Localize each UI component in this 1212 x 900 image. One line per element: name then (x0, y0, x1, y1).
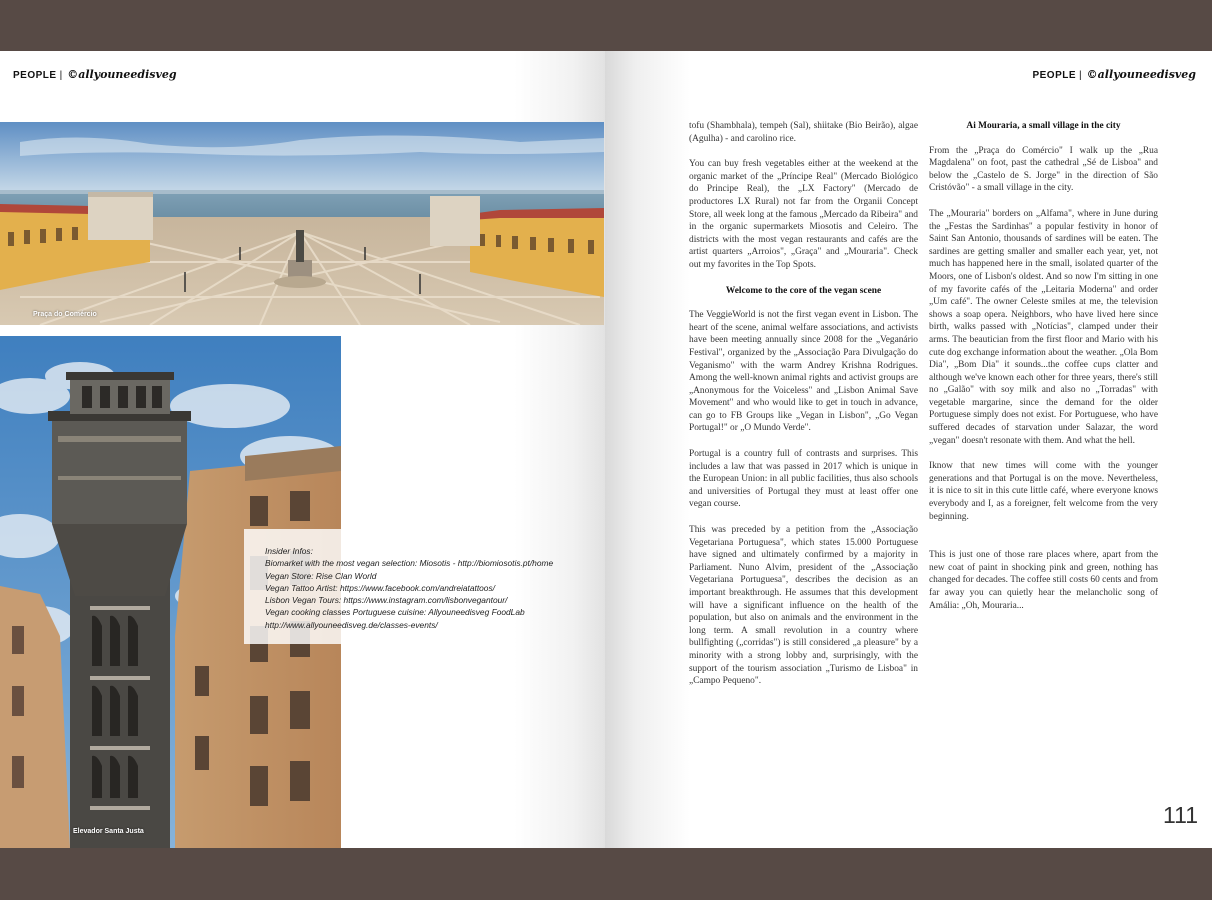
insider-infos-line: Vegan cooking classes Portuguese cuisine: Allyouneedisveg FoodLab (265, 607, 525, 618)
paragraph: This was preceded by a petition from the „Associação Vegetariana Portuguesa", which states 15.000 Portuguese have signed and ultimately confirmed by a majority in Parliament. Nuno Alvim, president of the „Associação Vegetariana Portuguesa", describes the decision as an important breakthrough. He assumes that this development will have a significant influence on the health of the population, but also on animals and the environment in the long term. A small revolution in a country where bullfighting („corridas") is still considered „a pleasure" by a minority with a strong lobby and, surprisingly, with the support of the tourism association „Turismo de Lisboa" in „Campo Pequeno". (689, 525, 918, 687)
photo-praca-do-comercio (0, 122, 604, 325)
running-head-separator: | (1079, 70, 1082, 81)
paragraph: Portugal is a country full of contrasts and surprises. This includes a law that was passed in 2017 which is unique in the European Union: in all public facilities, thus also schools and universities of Portugal they must at least offer one vegan course. (689, 449, 918, 510)
praca-do-comercio-image (0, 122, 604, 325)
insider-infos-line: Vegan Store: Rise Clan World (265, 570, 377, 581)
photo1-caption: Praça do Comércio (33, 311, 97, 318)
text-column-2 (929, 120, 1158, 625)
background-bottom (0, 848, 1212, 900)
paragraph: Iknow that new times will come with the younger generations and that Portugal is on the move. Nevertheless, it is nice to sit in this cute little café, where everyone knows everybody and I, as a foreigner, felt welcome from the very beginning. (929, 461, 1158, 522)
background-top (0, 0, 1212, 51)
insider-infos-line: Lisbon Vegan Tours: https://www.instagram.com/lisbonvegantour/ (265, 595, 508, 606)
handle-label: ©allyouneedisveg (1086, 68, 1196, 81)
insider-infos-line: http://www.allyouneedisveg.de/classes-events/ (265, 619, 438, 630)
photo2-caption: Elevador Santa Justa (73, 828, 144, 835)
paragraph: The „Mouraria" borders on „Alfama", where in June during the „Festas the Sardinhas" a popular festivity in honor of Saint San Antonio, thousands of sardines will be eaten. The sardines are getting smaller and smaller each year, yet, not much has happened here in the small, isolated quarter of the Moors, one of Lisbon's oldest. And so now I'm sitting in one of my favorite cafés of the „Leitaria Moderna" and order „Um café". The owner Celeste smiles at me, the television shows a soap opera. Neighbors, who have lived here since birth, walks passed with „Notícias", clamped under their arms. The beautician from the first floor and Mario with his cute dog exchange information about the weather. „Ola Bom Dia", „Bom Dia" it sounds...the coffee cups clatter and although we've known each other for three years, there's still no „Galão" with soy milk and also no „Torradas" with vegetable margarine, since the demand for the older Portuguese simply does not exist. For Portuguese, who have suffered decades of starvation under Salazar, the word „vegan" doesn't resonate with them. And what the hell. (929, 208, 1158, 446)
insider-infos-line: Insider Infos: (265, 546, 313, 556)
paragraph: The VeggieWorld is not the first vegan event in Lisbon. The heart of the scene, animal welfare associations, and activists have been meeting annually since 2008 for the „Veganário Festival", organized by the „Associação Para Divulgação do Veganismo" with the warm Andrey Krishna Rodrigues. Among the well-known animal rights and activist groups are „Anonymous for the Voiceless" and „Lisbon Animal Save Movement" and who would like to get in touch in advance, can go to FB Groups like „Vegan in Lisbon", „Go Vegan Portugal!" or „O Mundo Verde". (689, 310, 918, 434)
section-label: PEOPLE (13, 70, 57, 81)
insider-infos-line: Vegan Tattoo Artist: https://www.facebook.com/andreiatattoos/ (265, 582, 495, 593)
section-heading: Welcome to the core of the vegan scene (725, 285, 882, 296)
left-page (0, 51, 605, 848)
page-number: 111 (1163, 802, 1198, 828)
insider-infos-line: Biomarket with the most vegan selection: Miosotis - http://biomiosotis.pt/home (265, 558, 554, 569)
text-column-1 (689, 120, 918, 701)
paragraph: From the „Praça do Comércio" I walk up the „Rua Magdalena" on foot, past the cathedral „Sé de Lisboa" and below the „Castelo de S. Jorge" in the direction of São Cristóvão" - a small village in the city. (929, 145, 1158, 194)
section-label: PEOPLE (1032, 70, 1077, 81)
handle-label: ©allyouneedisveg (67, 68, 177, 81)
insider-infos (265, 545, 595, 631)
right-page (605, 51, 1212, 848)
paragraph: tofu (Shambhala), tempeh (Sal), shiitake (Bio Beirão), algae (Agulha) - and carolino rice. (689, 121, 918, 144)
running-head-left (13, 68, 177, 81)
section-heading: Ai Mouraria, a small village in the city (966, 121, 1121, 131)
running-head-separator: | (59, 70, 63, 81)
paragraph: You can buy fresh vegetables either at the weekend at the organic market of the „Príncipe Real" (Mercado Biológico do Principe Real), the „LX Factory" (Mercado de productores LX Rural) not far from the Organii Concept Store, all week long at the famous „Mercado da Ribeira" and in the organic supermarkets Miosotis and Celeiro. The districts with the most vegan restaurants and cafés are the artist quarters „Arroios", „Graça" and „Mouraria". Check out my favorites in the Top Spots. (689, 159, 918, 270)
running-head-right (1032, 68, 1196, 81)
paragraph: This is just one of those rare places where, apart from the new coat of paint in shocking pink and green, nothing has changed for decades. The coffee still costs 60 cents and from far away you can quietly hear the melancholic song of Amália: „Oh, Mouraria... (929, 550, 1158, 611)
